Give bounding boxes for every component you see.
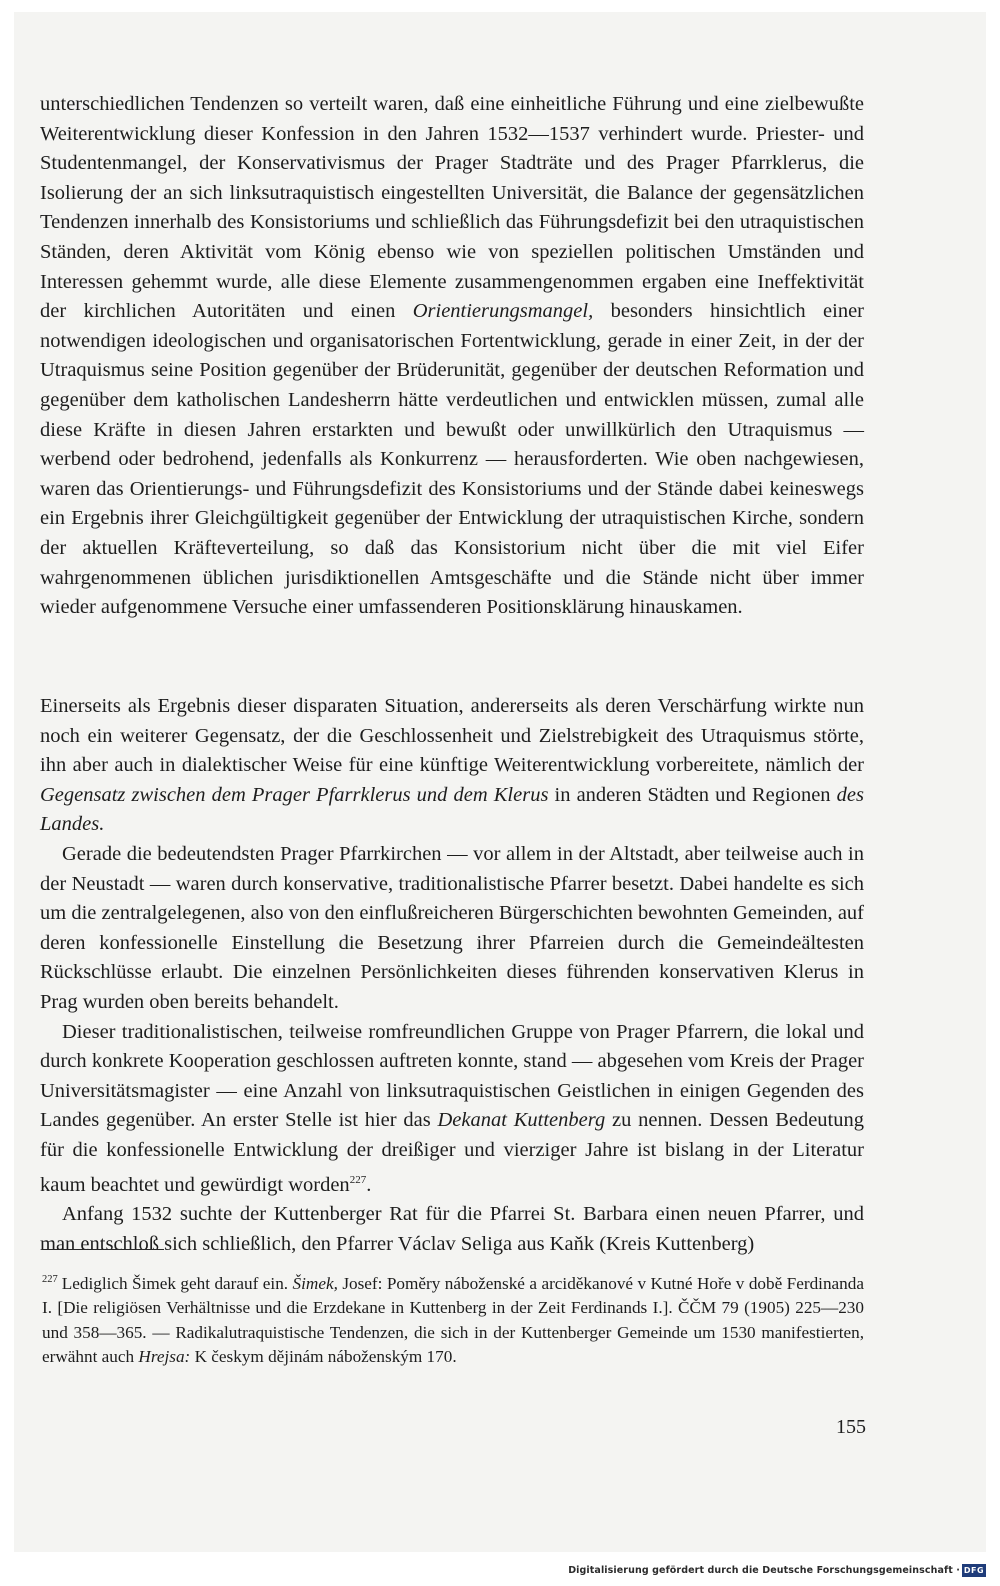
- emphasis-gegensatz: Gegensatz zwischen dem Prager Pfarrklerus und dem Klerus: [40, 783, 549, 806]
- paragraph-gegensatz: [40, 692, 864, 840]
- text-run: Josef: Poměry náboženské a arciděkanové v Kutné Hoře v době Ferdinanda I. [Die religiösen Verhältnisse und die Erzdekane in Kuttenberg in der Zeit Ferdinands I.]. ČČM 79 (1905) 225—230 und 358—365. — Radikalutraquistische Tendenzen, die sich in der Kuttenberger Gemeinde um 1530 manifestierten, erwähnt auch: [42, 1274, 864, 1367]
- paragraph-prager-pfarrkirchen: [40, 840, 864, 1018]
- text-run: .: [366, 1173, 372, 1196]
- text-run: K českym dějinám náboženským 170.: [190, 1347, 457, 1367]
- emphasis-orientierungsmangel: Orientierungsmangel,: [412, 300, 594, 323]
- emphasis-dekanat-kuttenberg: Dekanat Kuttenberg: [437, 1109, 606, 1132]
- footnote-reference[interactable]: 227: [349, 1173, 367, 1186]
- text-run: in anderen Städten und Regionen: [548, 783, 837, 806]
- dfg-logo-icon: DFG: [963, 1566, 985, 1575]
- text-run: Anfang 1532 suchte der Kuttenberger Rat für die Pfarrei St. Barbara einen neuen Pfarrer, und man entschloß sich schließlich, den Pfarrer Václav Seliga aus Kaňk (Kreis Kuttenberg): [40, 1203, 864, 1255]
- footnote-divider: [42, 1249, 164, 1250]
- footnote-227: [42, 1268, 864, 1370]
- text-run: Lediglich Šimek geht darauf ein.: [61, 1274, 293, 1293]
- body-text-top: [40, 90, 864, 623]
- text-run: besonders hinsichtlich einer notwendigen ideologischen und organisatorischen Fortentwicklung, gerade in einer Zeit, in der der Utraquismus seine Position gegenüber der Brüderunität, gegenüber der deutschen Reformation und gegenüber dem katholischen Landesherrn hätte verdeutlichen und entwicklen müssen, zumal alle diese Kräfte in diesen Jahren erstarkten und bewußt oder unwillkürlich den Utraquismus — werbend oder bedrohend, jedenfalls als Konkurrenz — herausforderten. Wie oben nachgewiesen, waren das Orientierungs- und Führungsdefizit des Konsistoriums und der Stände dabei keineswegs ein Ergebnis ihrer Gleichgültigkeit gegenüber der Entwicklung der utraquistischen Kirche, sondern der aktuellen Kräfteverteilung, so daß das Konsistorium nicht über die mit viel Eifer wahrgenommenen üblichen jurisdiktionellen Amtsgeschäfte und die Stände nicht über immer wieder aufgenommene Versuche einer umfassenderen Positionsklärung hinauskamen.: [40, 300, 864, 619]
- paragraph-continuation: [40, 90, 864, 623]
- emphasis-author-hrejsa: Hrejsa:: [138, 1347, 191, 1367]
- body-text-bottom: [40, 692, 864, 1259]
- text-run: Dieser traditionalistischen, teilweise romfreundlichen Gruppe von Prager Pfarrern, die lokal und durch konkrete Kooperation geschlossen auftreten konnte, stand — abgesehen vom Kreis der Prager Universitätsmagister — eine Anzahl von linksutraquistischen Geistlichen in einigen Gegenden des Landes gegenüber. An erster Stelle ist hier das: [40, 1020, 864, 1132]
- credit-text: Digitalisierung gefördert durch die Deutsche Forschungsgemeinschaft: [568, 1565, 953, 1576]
- text-run: zu nennen. Dessen Bedeutung für die konfessionelle Entwicklung der dreißiger und vierziger Jahre ist bislang in der Literatur kaum beachtet und gewürdigt worden: [40, 1109, 865, 1196]
- emphasis-author-simek: Šimek,: [292, 1274, 338, 1293]
- text-run: Gerade die bedeutendsten Prager Pfarrkirchen — vor allem in der Altstadt, aber teilweise auch in der Neustadt — waren durch konservative, traditionalistische Pfarrer besetzt. Dabei handelte es sich um die zentralgelegenen, also von den einflußreicheren Bürgerschichten bewohnten Gemeinden, auf deren konfessionelle Einstellung die Besetzung ihrer Pfarreien durch die Gemeindeältesten Rückschlüsse erlaubt. Die einzelnen Persönlichkeiten dieses führenden konservativen Klerus in Prag wurden oben bereits behandelt.: [40, 842, 864, 1013]
- page-number: 155: [836, 1416, 866, 1438]
- footnote-marker: 227: [42, 1274, 58, 1285]
- text-run: Einerseits als Ergebnis dieser disparaten Situation, andererseits als deren Verschärfung wirkte nun noch ein weiterer Gegensatz, der die Geschlossenheit und Zielstrebigkeit des Utraquismus störte, ihn aber auch in dialektischer Weise für eine künftige Weiterentwicklung vorbereitete, nämlich der: [40, 695, 864, 777]
- text-run: unterschiedlichen Tendenzen so verteilt waren, daß eine einheitliche Führung und eine zielbewußte Weiterentwicklung dieser Konfession in den Jahren 1532—1537 verhindert wurde. Priester- und Studentenmangel, der Konservativismus der Prager Stadträte und des Prager Pfarrklerus, die Isolierung der an sich linksutraquistisch eingestellten Universität, die Balance der gegensätzlichen Tendenzen innerhalb des Konsistoriums und schließlich das Führungsdefizit bei den utraquistischen Ständen, deren Aktivität vom König ebenso wie von speziellen politischen Umständen und Interessen gehemmt wurde, alle diese Elemente zusammengenommen ergaben eine Ineffektivität der kirchlichen Autoritäten und einen: [40, 93, 864, 323]
- paragraph-traditionalisten: [40, 1018, 864, 1201]
- digitization-credit: Digitalisierung gefördert durch die Deutsche Forschungsgemeinschaft ·: [568, 1565, 960, 1576]
- paragraph-anfang-1532: [40, 1200, 864, 1259]
- emphasis-des-landes: des Landes.: [40, 783, 864, 836]
